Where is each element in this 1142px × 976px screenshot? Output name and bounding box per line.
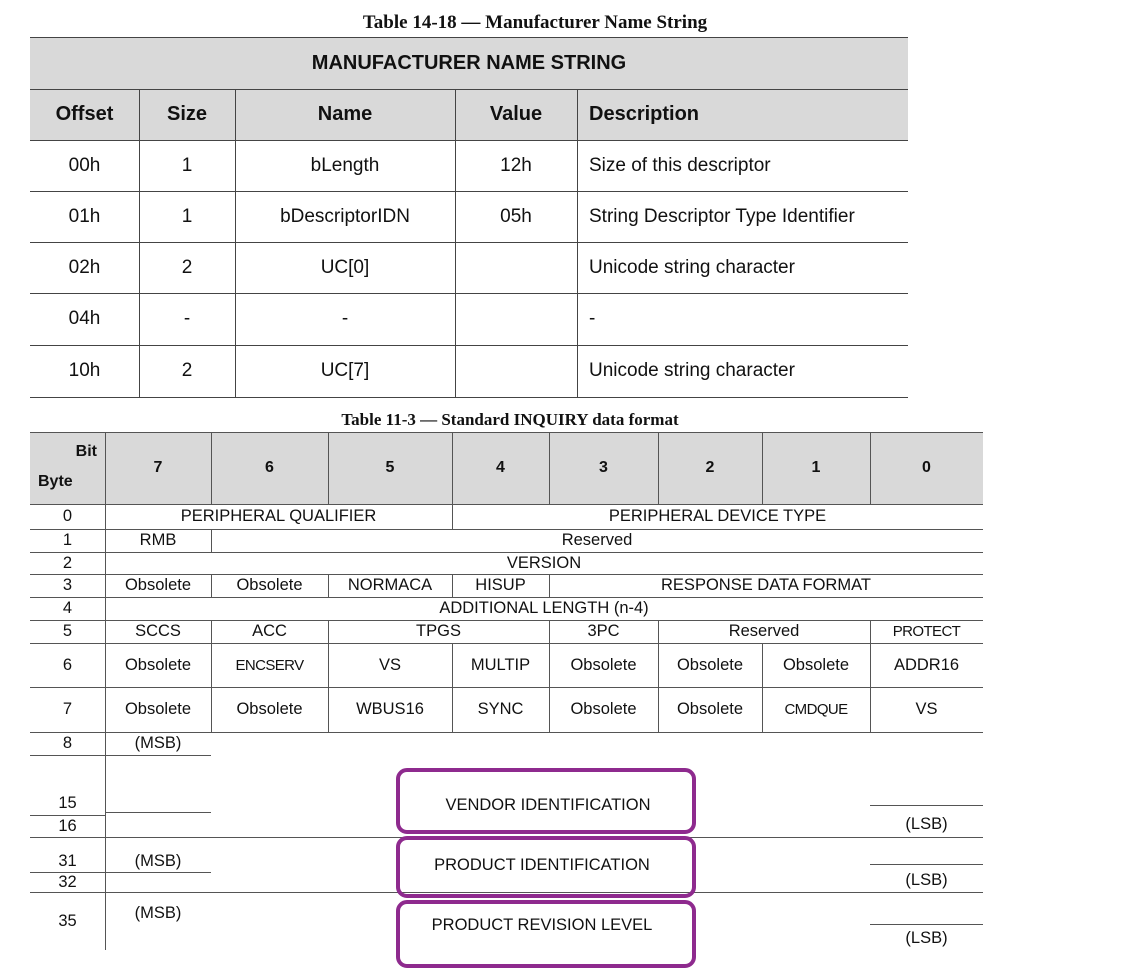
table-cell: Obsolete xyxy=(236,700,303,718)
table-cell: 05h xyxy=(500,205,532,227)
product-identification-highlight xyxy=(396,836,696,898)
table-cell: UC[0] xyxy=(320,256,370,278)
bit-header-4: 4 xyxy=(496,459,505,476)
table-cell xyxy=(455,293,577,345)
corner-bit-label: Bit xyxy=(75,443,97,460)
table-cell: RMB xyxy=(139,531,177,549)
byte-number: 2 xyxy=(62,553,73,572)
table-cell xyxy=(455,345,577,397)
byte-number: 31 xyxy=(58,851,77,870)
bit-header-5: 5 xyxy=(385,459,395,476)
table-cell xyxy=(455,242,577,293)
manufacturer-name-string-table xyxy=(30,37,908,399)
table-cell: bLength xyxy=(310,154,380,176)
table-cell: 2 xyxy=(181,360,193,381)
byte-number: 35 xyxy=(58,911,77,930)
table-cell: ENCSERV xyxy=(235,656,304,674)
table-cell: TPGS xyxy=(416,622,461,640)
table-cell: - xyxy=(183,308,191,329)
table-cell: - xyxy=(589,308,596,329)
byte-number: 0 xyxy=(62,507,73,525)
table-cell: 12h xyxy=(500,154,532,176)
col-header-value: Value xyxy=(489,103,543,125)
table-cell: 2 xyxy=(181,256,193,278)
table-cell: CMDQUE xyxy=(784,701,848,718)
bit-header-0: 0 xyxy=(922,459,931,476)
byte-number: 8 xyxy=(62,734,73,752)
table-cell: Obsolete xyxy=(570,700,637,718)
bit-header-6: 6 xyxy=(265,459,274,476)
table-cell: VS xyxy=(915,700,938,718)
table1-title: MANUFACTURER NAME STRING xyxy=(311,51,627,74)
table-cell: PERIPHERAL QUALIFIER xyxy=(180,507,377,525)
table-cell: Obsolete xyxy=(124,700,192,718)
corner-byte-label: Byte xyxy=(38,473,73,490)
byte-number: 6 xyxy=(62,655,73,674)
vendor-identification-highlight xyxy=(396,768,696,834)
bit-header-3: 3 xyxy=(599,459,608,476)
table-cell: 01h xyxy=(68,205,101,227)
byte-number: 7 xyxy=(62,700,73,718)
table-cell: SYNC xyxy=(477,700,524,718)
byte-number: 3 xyxy=(62,576,73,594)
table-cell: Unicode string character xyxy=(589,256,795,278)
table-cell: Unicode string character xyxy=(589,360,795,381)
byte-number: 32 xyxy=(58,872,77,891)
table1-caption: Table 14-18 — Manufacturer Name String xyxy=(362,12,708,33)
table-cell: 1 xyxy=(181,205,193,227)
product-identification-label: PRODUCT IDENTIFICATION xyxy=(434,855,650,874)
table-cell: Size of this descriptor xyxy=(589,154,771,176)
col-header-size: Size xyxy=(166,103,208,125)
byte-number: 16 xyxy=(58,816,77,835)
table-cell: NORMACA xyxy=(347,576,433,594)
table-cell: 00h xyxy=(68,154,101,176)
table-cell: RESPONSE DATA FORMAT xyxy=(661,576,871,594)
table-cell: VERSION xyxy=(506,553,582,572)
table-cell: Obsolete xyxy=(782,655,850,674)
col-header-name: Name xyxy=(317,103,373,125)
table-cell: ADDR16 xyxy=(893,655,960,674)
table-cell: Reserved xyxy=(728,622,800,640)
table-cell: 3PC xyxy=(587,622,620,640)
table-cell: WBUS16 xyxy=(356,700,424,718)
byte-number: 15 xyxy=(58,794,77,812)
bit-header-7: 7 xyxy=(153,459,163,476)
table-cell: bDescriptorIDN xyxy=(280,205,410,227)
lsb-label: (LSB) xyxy=(905,815,948,833)
byte-number: 1 xyxy=(62,531,73,549)
bit-header-1: 1 xyxy=(811,459,821,476)
table-cell: - xyxy=(341,308,349,329)
table-cell: 04h xyxy=(68,308,101,329)
lsb-label: (LSB) xyxy=(905,871,948,889)
product-revision-level-highlight xyxy=(396,900,696,968)
table-cell: String Descriptor Type Identifier xyxy=(589,205,855,227)
table-cell: UC[7] xyxy=(320,360,370,381)
byte-number: 4 xyxy=(62,599,73,617)
col-header-offset: Offset xyxy=(55,103,114,125)
vendor-identification-label: VENDOR IDENTIFICATION xyxy=(445,795,651,814)
msb-label: (MSB) xyxy=(134,903,182,922)
table2-caption: Table 11-3 — Standard INQUIRY data format xyxy=(341,410,679,429)
table-cell: HISUP xyxy=(475,576,526,594)
product-revision-level-label: PRODUCT REVISION LEVEL xyxy=(431,915,653,934)
table-cell: Obsolete xyxy=(676,655,744,674)
table-cell: Obsolete xyxy=(124,655,192,674)
table-cell: VS xyxy=(378,655,401,674)
bit-header-2: 2 xyxy=(705,459,715,476)
table-cell: Obsolete xyxy=(570,655,637,674)
table-cell: SCCS xyxy=(135,622,181,640)
table-cell: 1 xyxy=(181,154,193,176)
table-cell: Obsolete xyxy=(676,700,744,718)
table-cell: ADDITIONAL LENGTH (n-4) xyxy=(439,599,649,617)
col-header-description: Description xyxy=(589,103,700,125)
msb-label: (MSB) xyxy=(134,734,182,752)
table-cell: Obsolete xyxy=(236,576,303,594)
msb-label: (MSB) xyxy=(134,851,182,870)
lsb-label: (LSB) xyxy=(905,928,948,947)
table-cell: PERIPHERAL DEVICE TYPE xyxy=(608,507,827,525)
table-cell: Reserved xyxy=(561,531,633,549)
table-cell: PROTECT xyxy=(892,623,961,640)
table-cell: MULTIP xyxy=(470,655,531,674)
byte-number: 5 xyxy=(62,622,73,640)
table-cell: ACC xyxy=(252,622,287,640)
table-cell: 10h xyxy=(68,360,101,381)
table-cell: 02h xyxy=(68,256,101,278)
table-cell: Obsolete xyxy=(124,576,192,594)
